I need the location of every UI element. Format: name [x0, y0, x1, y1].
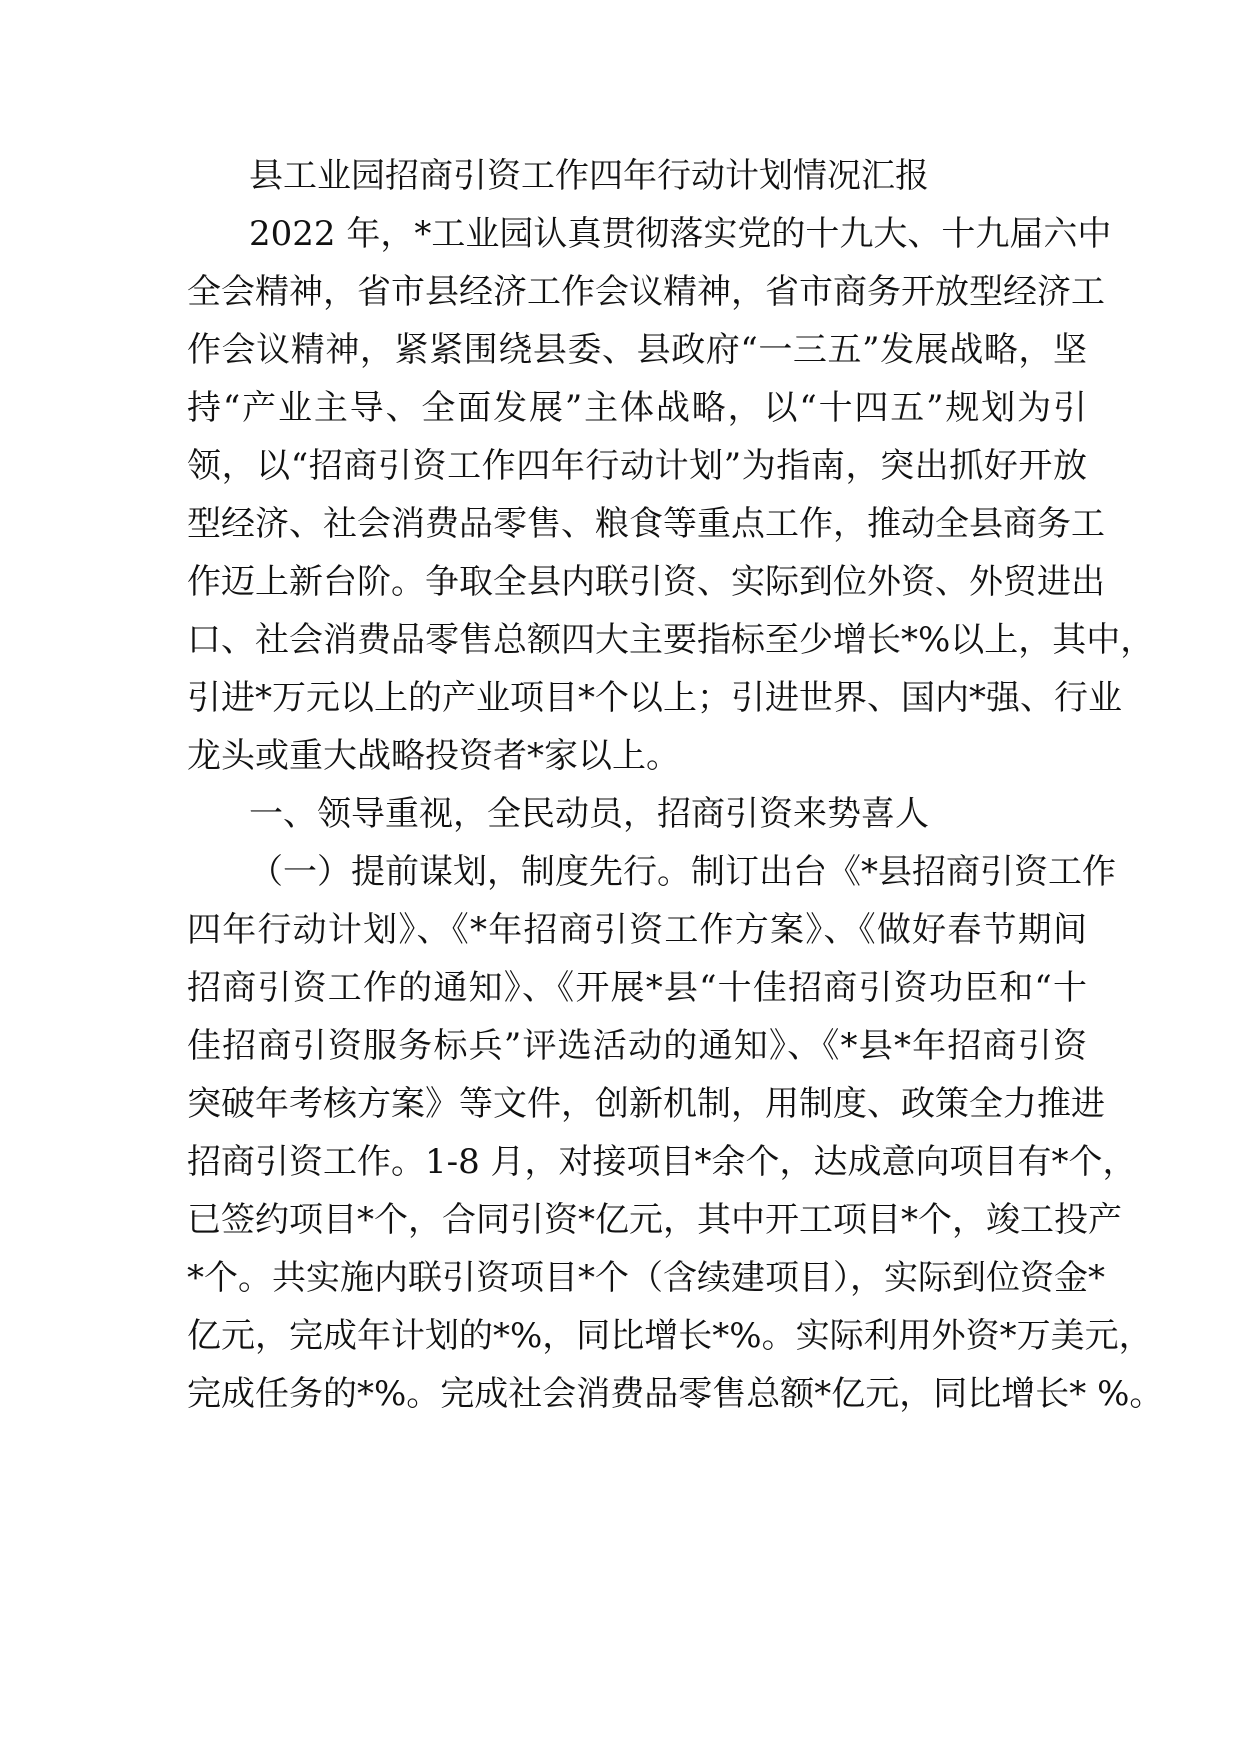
- paragraph-1-line-6: 型经济、社会消费品零售、粮食等重点工作，推动全县商务工: [187, 504, 1105, 544]
- paragraph-1-line-4: 持“产业主导、全面发展”主体战略，以“十四五”规划为引: [187, 388, 1087, 428]
- paragraph-2-line-6: 招商引资工作。1-8 月，对接项目*余个，达成意向项目有*个，: [187, 1142, 1137, 1182]
- paragraph-1-line-3: 作会议精神，紧紧围绕县委、县政府“一三五”发展战略，坚: [187, 330, 1087, 370]
- paragraph-2-line-4: 佳招商引资服务标兵”评选活动的通知》、《*县*年招商引资: [187, 1026, 1087, 1066]
- paragraph-2-line-10: 完成任务的*%。完成社会消费品零售总额*亿元，同比增长* %。: [187, 1374, 1164, 1414]
- paragraph-2-line-8: *个。共实施内联引资项目*个（含续建项目），实际到位资金*: [187, 1258, 1105, 1298]
- paragraph-2-line-9: 亿元，完成年计划的*%，同比增长*%。实际利用外资*万美元，: [187, 1316, 1153, 1356]
- paragraph-1-line-2: 全会精神，省市县经济工作会议精神，省市商务开放型经济工: [187, 272, 1105, 312]
- paragraph-1-line-10: 龙头或重大战略投资者*家以上。: [187, 736, 680, 776]
- document-title: 县工业园招商引资工作四年行动计划情况汇报: [249, 156, 929, 196]
- paragraph-2-line-2: 四年行动计划》、《*年招商引资工作方案》、《做好春节期间: [187, 910, 1087, 950]
- paragraph-1-line-9: 引进*万元以上的产业项目*个以上；引进世界、国内*强、行业: [187, 678, 1122, 718]
- paragraph-2-line-5: 突破年考核方案》等文件，创新机制，用制度、政策全力推进: [187, 1084, 1105, 1124]
- paragraph-2-line-7: 已签约项目*个，合同引资*亿元，其中开工项目*个，竣工投产: [187, 1200, 1122, 1240]
- paragraph-1-line-1: 2022 年，*工业园认真贯彻落实党的十九大、十九届六中: [249, 214, 1112, 254]
- paragraph-1-line-5: 领，以“招商引资工作四年行动计划”为指南，突出抓好开放: [187, 446, 1087, 486]
- paragraph-1-line-8: 口、社会消费品零售总额四大主要指标至少增长*%以上，其中，: [187, 620, 1155, 660]
- paragraph-2-line-3: 招商引资工作的通知》、《开展*县“十佳招商引资功臣和“十: [187, 968, 1087, 1008]
- section-1-heading: 一、领导重视，全民动员，招商引资来势喜人: [249, 794, 929, 834]
- paragraph-1-line-7: 作迈上新台阶。争取全县内联引资、实际到位外资、外贸进出: [187, 562, 1105, 602]
- paragraph-2-line-1: （一）提前谋划，制度先行。制订出台《*县招商引资工作: [249, 852, 1116, 892]
